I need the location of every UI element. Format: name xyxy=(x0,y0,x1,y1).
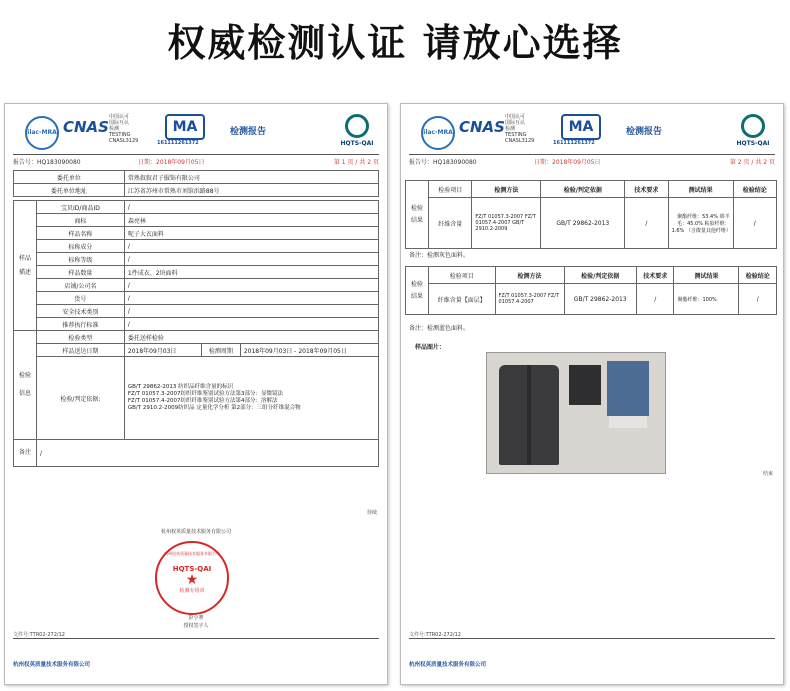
test-type-value: 委托送样检验 xyxy=(124,331,378,344)
result-item: 纤维含量 xyxy=(429,198,472,249)
quantity-value: 1件成衣、2块面料 xyxy=(124,266,378,279)
result-value: 聚酯纤维：53.4% 绵羊毛：45.0% 粘胶纤维：1.6% （含微量其他纤维） xyxy=(668,198,733,249)
col-header: 检验结论 xyxy=(739,267,777,284)
brand-value: 森亮林 xyxy=(124,214,378,227)
issuer-company: 杭州权英质量技术服务有限公司 xyxy=(160,529,231,535)
col-header: 检验/判定依据 xyxy=(541,181,625,198)
composition-value: / xyxy=(124,240,378,253)
result-conclusion: / xyxy=(733,198,776,249)
article-value: / xyxy=(124,292,378,305)
col-header: 检验/判定依据 xyxy=(564,267,636,284)
cma-number: 161111261372 xyxy=(157,140,199,146)
ilac-mra-logo: ilac-MRA xyxy=(421,116,455,150)
report-title: 检测报告 xyxy=(626,127,663,137)
basis-label: 检验/判定依据: xyxy=(37,357,125,440)
footer-company: 杭州权英质量技术服务有限公司 xyxy=(13,662,91,668)
report-info-table xyxy=(13,170,379,467)
basis-item: GB/T 2910.2-2009纺织品 定量化学分析 第2部分：三组分纤维混合物 xyxy=(127,405,301,411)
composition-label: 标称成分 xyxy=(37,240,125,253)
header-rule xyxy=(409,154,775,155)
blue-fabric-swatch xyxy=(607,361,649,416)
cnas-subtext: 中国认可 国际互认 检测 TESTING CNASL3129 xyxy=(505,114,535,144)
form-number: 文件号:TTR02-272/12 xyxy=(13,632,65,638)
basis-list xyxy=(124,357,378,440)
col-header: 检测方法 xyxy=(495,267,564,284)
shop-value: / xyxy=(124,279,378,292)
fabric-backing xyxy=(609,416,647,428)
shop-label: 店铺/公司名 xyxy=(37,279,125,292)
safety-value: / xyxy=(124,305,378,318)
page-footer xyxy=(13,632,379,680)
sample-section-label: 样品描述 xyxy=(14,201,37,331)
result-method: FZ/T 01057.3-2007 FZ/T 01057.4-2007 xyxy=(495,284,564,315)
col-header: 测试结果 xyxy=(674,267,739,284)
result-conclusion: / xyxy=(739,284,777,315)
client-value: 常熟叙叙君子服饰有限公司 xyxy=(124,171,378,184)
article-label: 货号 xyxy=(37,292,125,305)
address-value: 江苏省苏州市常熟市刘馆浜路88号 xyxy=(124,184,378,197)
safety-label: 安全技术类别 xyxy=(37,305,125,318)
report-page-1 xyxy=(4,103,388,685)
address-label: 委托单位地址 xyxy=(14,184,125,197)
basis-item: FZ/T 01057.3-2007纺织纤维鉴别试验方法第3部分：显微镜法 xyxy=(127,391,283,397)
received-date-label: 样品送达日期 xyxy=(37,344,125,357)
header-rule xyxy=(13,154,379,155)
item-no-value: / xyxy=(124,201,378,214)
result-requirement: / xyxy=(625,198,668,249)
col-header: 检验项目 xyxy=(429,181,472,198)
result-note: 备注：检测灰色面料。 xyxy=(409,252,470,259)
page-number: 第 2 页 / 共 2 页 xyxy=(729,159,775,166)
result-section-label: 检验结果 xyxy=(406,267,429,315)
cnas-logo: CNAS xyxy=(63,118,109,136)
period-value: 2018年09月03日 - 2018年09月05日 xyxy=(240,344,378,357)
end-mark: 结束 xyxy=(762,471,773,477)
magnifier-icon xyxy=(741,114,765,138)
sample-photo xyxy=(486,352,666,474)
report-meta xyxy=(409,157,775,167)
coat-image xyxy=(499,365,559,465)
sample-name-label: 样品名称 xyxy=(37,227,125,240)
exec-standard-value: / xyxy=(124,318,378,331)
cnas-subtext: 中国认可 国际互认 检测 TESTING CNASL3129 xyxy=(109,114,139,144)
page-footer xyxy=(409,632,775,680)
cnas-logo: CNAS xyxy=(459,118,505,136)
result-table-1 xyxy=(405,180,777,249)
result-basis: GB/T 29862-2013 xyxy=(541,198,625,249)
period-label: 检测周期 xyxy=(201,344,240,357)
logo-bar xyxy=(421,114,773,148)
cma-logo: MA xyxy=(165,114,205,140)
result-section-label: 检验结果 xyxy=(406,181,429,249)
result-value: 聚酯纤维：100% xyxy=(674,284,739,315)
grey-fabric-swatch xyxy=(569,365,601,405)
report-number: 报告号：HQ183090080 xyxy=(13,159,81,166)
report-date: 日期：2018年09月05日 xyxy=(138,159,205,166)
result-requirement: / xyxy=(636,284,674,315)
basis-item: GB/T 29862-2013 纺织品纤维含量的标识 xyxy=(127,384,234,390)
photo-label: 样品图片： xyxy=(415,344,446,351)
ilac-mra-logo: ilac-MRA xyxy=(25,116,59,150)
col-header: 测试结果 xyxy=(668,181,733,198)
basis-item: FZ/T 01057.4-2007纺织纤维鉴别试验方法第4部分：溶解法 xyxy=(127,398,278,404)
result-basis: GB/T 29862-2013 xyxy=(564,284,636,315)
report-title: 检测报告 xyxy=(230,127,267,137)
exec-standard-label: 推荐执行标准 xyxy=(37,318,125,331)
form-number: 文件号:TTR02-272/12 xyxy=(409,632,461,638)
brand-label: 商标 xyxy=(37,214,125,227)
result-table-2 xyxy=(405,266,777,315)
result-item: 纤维含量【面层】 xyxy=(429,284,496,315)
cma-number: 161111261372 xyxy=(553,140,595,146)
test-type-label: 检验类型 xyxy=(37,331,125,344)
official-seal: 杭州权英质量技术服务有限公司 HQTS-QAI ★ 检测专用章 xyxy=(155,541,229,615)
result-method: FZ/T 01057.3-2007 FZ/T 01057.4-2007 GB/T 2910.2-2009 xyxy=(472,198,541,249)
col-header: 技术要求 xyxy=(625,181,668,198)
grade-value: / xyxy=(124,253,378,266)
star-icon: ★ xyxy=(185,572,199,588)
col-header: 检测方法 xyxy=(472,181,541,198)
hqts-logo: HQTS-QAI xyxy=(337,114,377,147)
signer-name: 彭小赛 xyxy=(188,615,204,621)
hqts-logo: HQTS-QAI xyxy=(733,114,773,147)
grade-label: 标称等级 xyxy=(37,253,125,266)
logo-bar xyxy=(25,114,377,148)
sample-name-value: 呢子大衣面料 xyxy=(124,227,378,240)
report-number: 报告号：HQ183090080 xyxy=(409,159,477,166)
magnifier-icon xyxy=(345,114,369,138)
report-page-2 xyxy=(400,103,784,685)
cma-logo: MA xyxy=(561,114,601,140)
received-date-value: 2018年09月03日 xyxy=(124,344,201,357)
signer-title: 授权签字人 xyxy=(183,623,209,629)
col-header: 技术要求 xyxy=(636,267,674,284)
result-note: 备注：检测蓝色面料。 xyxy=(409,325,470,332)
col-header: 检验结论 xyxy=(733,181,776,198)
item-no-label: 宝贝ID/商品ID xyxy=(37,201,125,214)
report-meta xyxy=(13,157,379,167)
test-section-label: 检验信息 xyxy=(14,331,37,440)
quantity-label: 样品数量 xyxy=(37,266,125,279)
footer-company: 杭州权英质量技术服务有限公司 xyxy=(409,662,487,668)
remark-section-label: 备注 xyxy=(14,440,37,467)
page-headline: 权威检测认证 请放心选择 xyxy=(167,21,623,65)
continue-mark: 待续 xyxy=(366,510,377,516)
remark-value: / xyxy=(37,440,379,467)
report-date: 日期：2018年09月05日 xyxy=(534,159,601,166)
client-label: 委托单位 xyxy=(14,171,125,184)
col-header: 检验项目 xyxy=(429,267,496,284)
page-number: 第 1 页 / 共 2 页 xyxy=(333,159,379,166)
